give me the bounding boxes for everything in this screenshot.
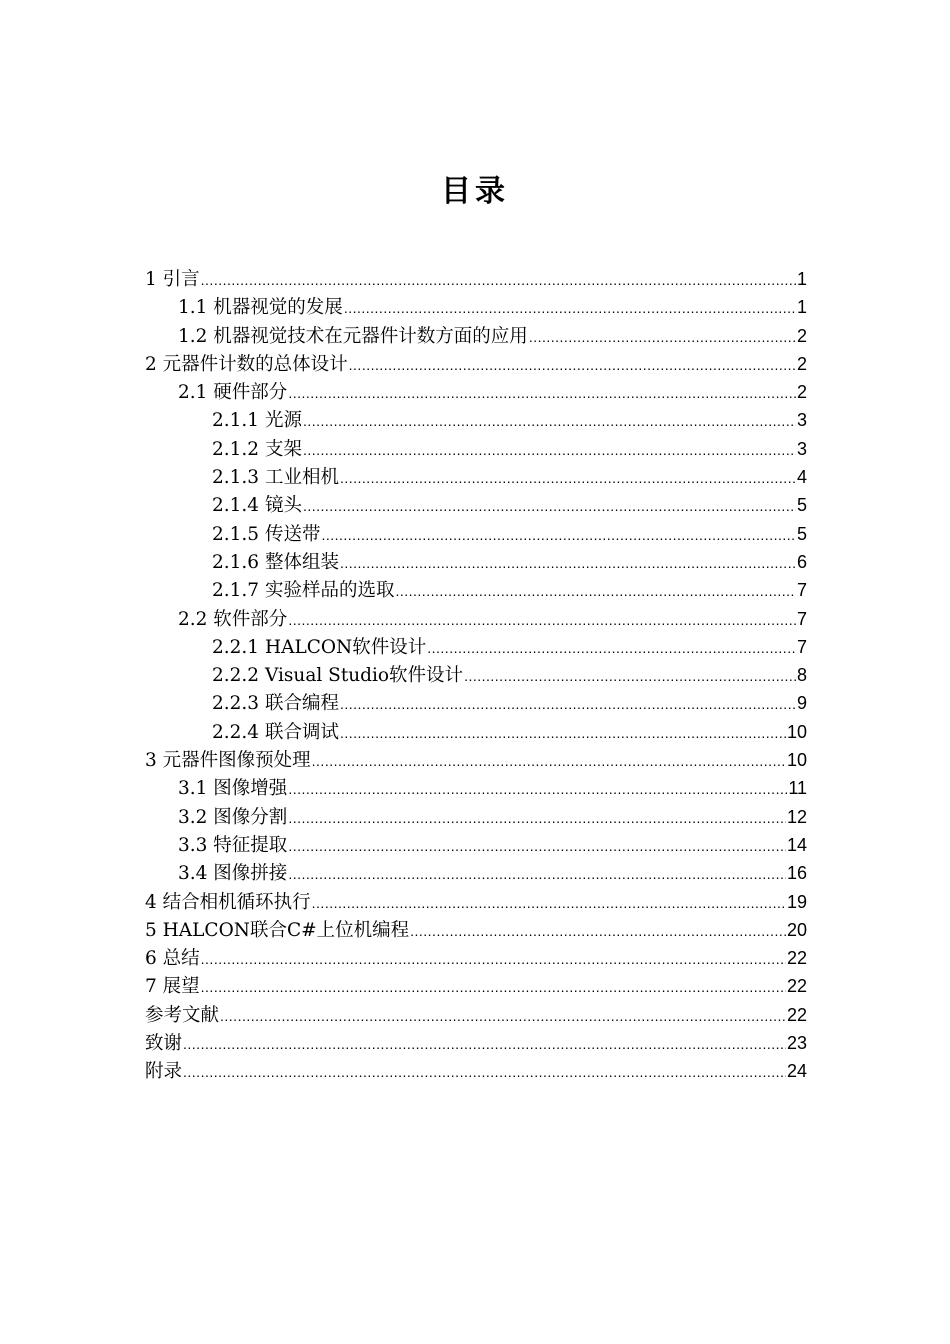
toc-entry-label: 致谢 <box>145 1033 183 1055</box>
toc-entry-label: 2.1.7 实验样品的选取 <box>212 580 395 602</box>
toc-entry-label: 5 HALCON联合C#上位机编程 <box>145 919 410 941</box>
toc-entry-label: 2.1.2 支架 <box>212 438 302 460</box>
toc-page-number: 24 <box>786 1061 807 1082</box>
toc-entry-label: 7 展望 <box>145 976 200 998</box>
toc-entry-label: 1.2 机器视觉技术在元器件计数方面的应用 <box>178 325 528 347</box>
toc-page-number: 2 <box>796 325 807 346</box>
toc-page-number: 3 <box>796 410 807 431</box>
toc-entry[interactable] <box>145 548 807 576</box>
toc-entry-label: 2.1.6 整体组装 <box>212 551 339 573</box>
toc-dot-leader <box>183 1030 786 1058</box>
toc-entry[interactable] <box>145 435 807 463</box>
toc-page-number: 1 <box>796 297 807 318</box>
toc-entry-label: 4 结合相机循环执行 <box>145 891 311 913</box>
toc-page-number: 5 <box>796 523 807 544</box>
toc-dot-leader <box>312 747 786 775</box>
toc-dot-leader <box>410 917 786 945</box>
toc-page-number: 10 <box>786 750 807 771</box>
toc-page-number: 4 <box>796 467 807 488</box>
toc-dot-leader <box>201 945 786 973</box>
toc-dot-leader <box>395 577 796 605</box>
toc-entry[interactable] <box>145 859 807 887</box>
toc-entry[interactable] <box>145 774 807 802</box>
toc-entry-label: 2.1 硬件部分 <box>178 382 288 404</box>
toc-dot-leader <box>340 464 796 492</box>
toc-entry[interactable] <box>145 689 807 717</box>
toc-dot-leader <box>349 351 796 379</box>
toc-dot-leader <box>183 1058 786 1086</box>
toc-entry-label: 2.2.1 HALCON软件设计 <box>212 636 427 658</box>
toc-dot-leader <box>344 294 796 322</box>
toc-page-number: 2 <box>796 382 807 403</box>
toc-entry[interactable] <box>145 463 807 491</box>
toc-entry-label: 1.1 机器视觉的发展 <box>178 297 343 319</box>
toc-page-number: 5 <box>796 495 807 516</box>
toc-entry[interactable] <box>145 803 807 831</box>
toc-page-number: 11 <box>788 778 807 799</box>
toc-entry-label: 2.1.3 工业相机 <box>212 467 339 489</box>
toc-page-number: 19 <box>786 891 807 912</box>
toc-entry[interactable] <box>145 1029 807 1057</box>
toc-entry[interactable] <box>145 293 807 321</box>
page-title: 目录 <box>441 174 509 209</box>
toc-page-number: 7 <box>796 636 807 657</box>
toc-entry-label: 3.3 特征提取 <box>178 834 288 856</box>
toc-entry[interactable] <box>145 831 807 859</box>
toc-dot-leader <box>529 323 796 351</box>
toc-entry[interactable] <box>145 491 807 519</box>
toc-page-number: 20 <box>786 919 807 940</box>
toc-entry-label: 3.1 图像增强 <box>178 778 288 800</box>
toc-entry[interactable] <box>145 265 807 293</box>
toc-dot-leader <box>288 775 787 803</box>
toc-entry[interactable] <box>145 746 807 774</box>
toc-dot-leader <box>288 804 786 832</box>
toc-entry-label: 参考文献 <box>145 1004 220 1026</box>
toc-entry-label: 1 引言 <box>145 269 200 290</box>
toc-entry[interactable] <box>145 944 807 972</box>
toc-page-number: 6 <box>796 551 807 572</box>
toc-dot-leader <box>201 973 786 1001</box>
table-of-contents <box>145 265 807 1086</box>
toc-entry-label: 2 元器件计数的总体设计 <box>145 353 348 375</box>
toc-page-number: 3 <box>796 438 807 459</box>
toc-entry[interactable] <box>145 633 807 661</box>
toc-entry[interactable] <box>145 350 807 378</box>
toc-dot-leader <box>464 662 796 690</box>
toc-entry-label: 3.4 图像拼接 <box>178 863 288 885</box>
toc-dot-leader <box>427 634 796 662</box>
toc-entry-label: 2.1.4 镜头 <box>212 495 302 517</box>
toc-page-number: 2 <box>796 353 807 374</box>
toc-dot-leader <box>220 1002 786 1030</box>
toc-entry-label: 2.2.3 联合编程 <box>212 693 339 715</box>
toc-entry[interactable] <box>145 888 807 916</box>
toc-entry-label: 2.2.2 Visual Studio软件设计 <box>212 665 464 687</box>
toc-dot-leader <box>312 889 786 917</box>
toc-entry-label: 3.2 图像分割 <box>178 806 288 828</box>
toc-page-number: 8 <box>796 665 807 686</box>
toc-entry-label: 3 元器件图像预处理 <box>145 750 311 772</box>
toc-page-number: 23 <box>786 1033 807 1054</box>
toc-entry[interactable] <box>145 322 807 350</box>
toc-dot-leader <box>340 690 796 718</box>
toc-entry[interactable] <box>145 520 807 548</box>
toc-entry[interactable] <box>145 1001 807 1029</box>
toc-entry[interactable] <box>145 378 807 406</box>
toc-dot-leader <box>321 521 796 549</box>
toc-page-number: 9 <box>796 693 807 714</box>
toc-dot-leader <box>288 379 796 407</box>
toc-entry[interactable] <box>145 972 807 1000</box>
toc-dot-leader <box>303 492 796 520</box>
toc-entry-label: 2.2.4 联合调试 <box>212 721 339 743</box>
toc-entry-label: 附录 <box>145 1061 183 1083</box>
toc-dot-leader <box>303 436 796 464</box>
toc-dot-leader <box>340 549 796 577</box>
toc-entry-label: 2.1.1 光源 <box>212 410 302 432</box>
toc-page-number: 16 <box>786 863 807 884</box>
toc-page-number: 1 <box>796 269 807 289</box>
toc-page-number: 7 <box>796 608 807 629</box>
toc-dot-leader <box>288 606 796 634</box>
toc-entry[interactable] <box>145 576 807 604</box>
toc-entry[interactable] <box>145 1057 807 1085</box>
toc-dot-leader <box>340 719 786 747</box>
toc-dot-leader <box>201 266 796 294</box>
toc-page-number: 7 <box>796 580 807 601</box>
toc-entry[interactable] <box>145 718 807 746</box>
toc-page-number: 22 <box>786 1004 807 1025</box>
toc-entry[interactable] <box>145 661 807 689</box>
toc-entry[interactable] <box>145 605 807 633</box>
toc-page-number: 14 <box>786 834 807 855</box>
toc-entry-label: 6 总结 <box>145 948 200 970</box>
toc-entry-label: 2.1.5 传送带 <box>212 523 321 545</box>
toc-dot-leader <box>303 407 796 435</box>
toc-page-number: 22 <box>786 948 807 969</box>
toc-entry[interactable] <box>145 406 807 434</box>
toc-page-number: 10 <box>786 721 807 742</box>
toc-page-number: 12 <box>786 806 807 827</box>
toc-entry-label: 2.2 软件部分 <box>178 608 288 630</box>
toc-entry[interactable] <box>145 916 807 944</box>
toc-dot-leader <box>288 860 786 888</box>
toc-dot-leader <box>288 832 786 860</box>
toc-page-number: 22 <box>786 976 807 997</box>
